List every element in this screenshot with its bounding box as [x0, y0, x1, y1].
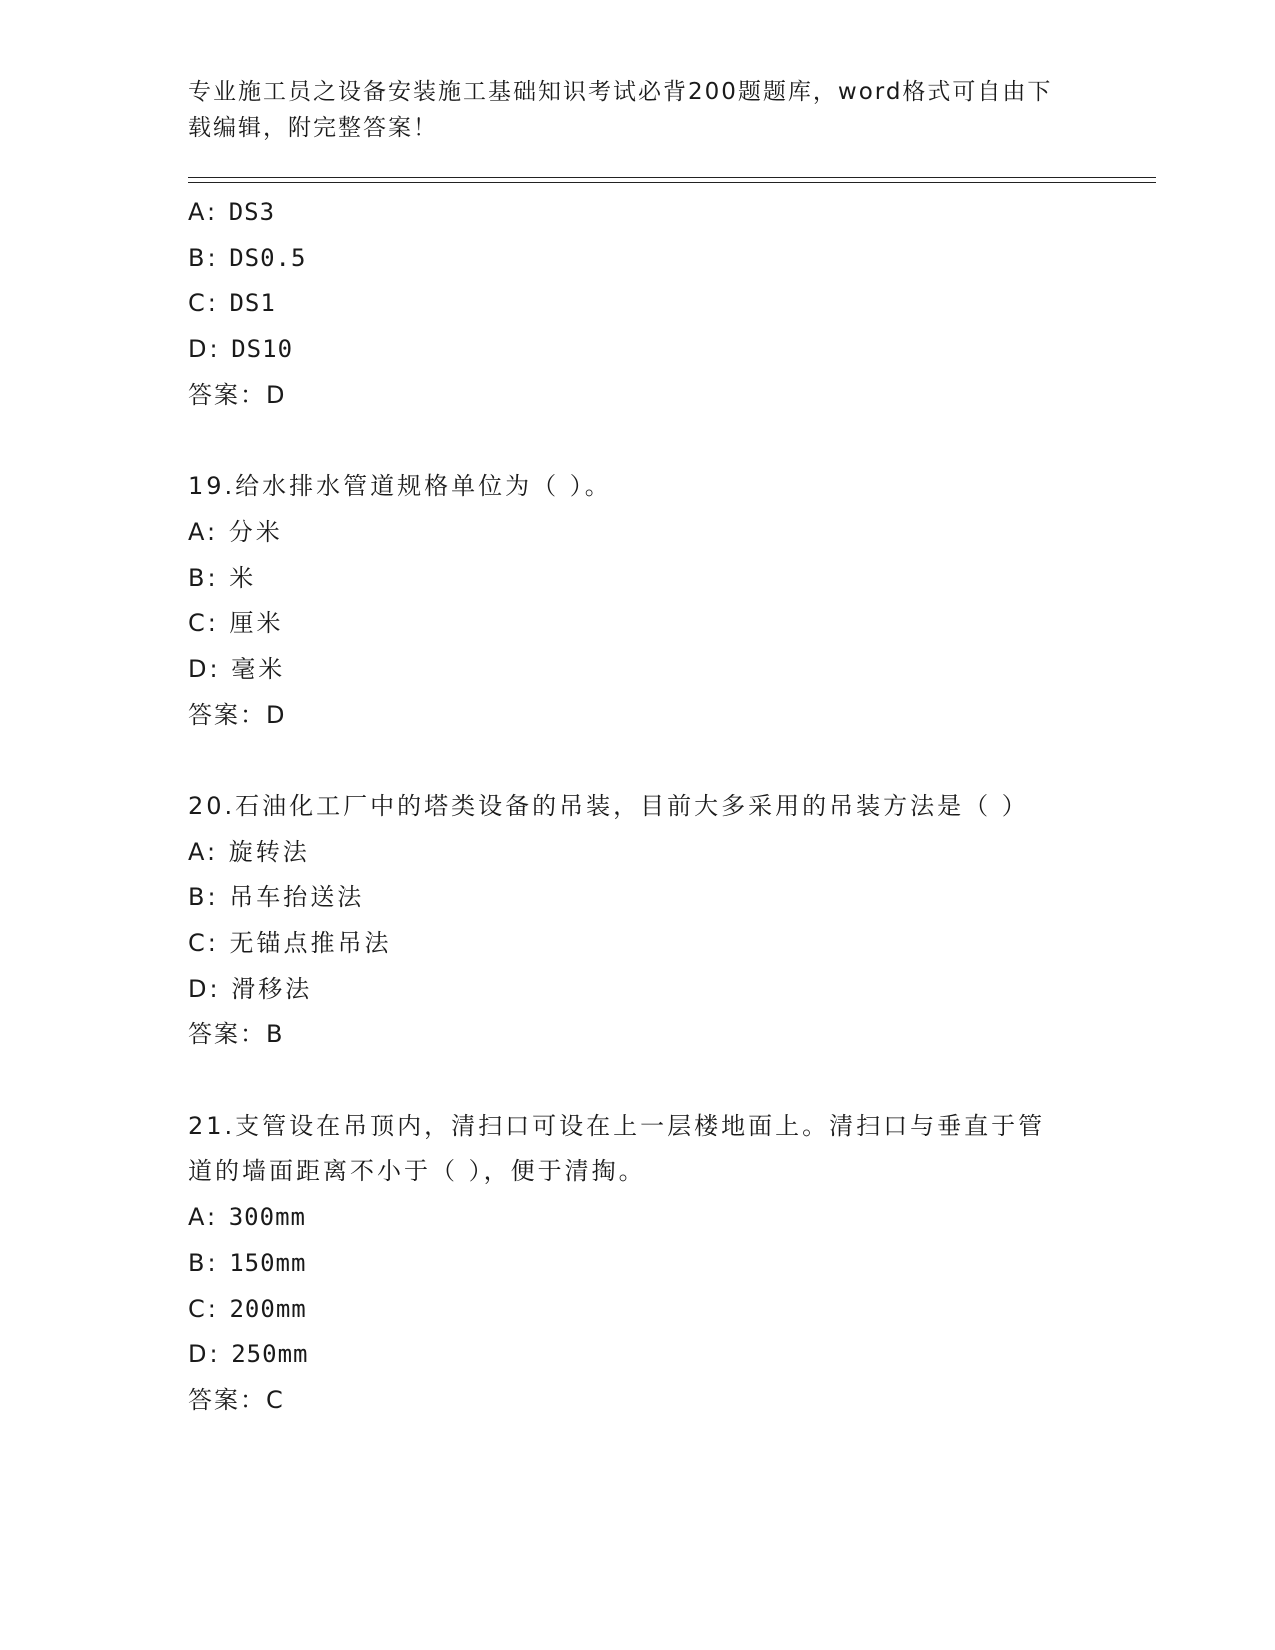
- option-text: DS1: [229, 289, 276, 318]
- option-label: D:: [188, 974, 221, 1003]
- answer-value: D: [266, 380, 287, 409]
- spacer: [188, 418, 1088, 464]
- option-b: [188, 236, 1088, 282]
- option-label: D:: [188, 335, 221, 364]
- answer-line: [188, 373, 1088, 419]
- option-label: C:: [188, 289, 219, 318]
- spacer: [188, 738, 1088, 784]
- answer-line: [188, 693, 1088, 739]
- question-block: [188, 464, 1088, 738]
- option-label: C:: [188, 1294, 219, 1323]
- option-b: [188, 1241, 1088, 1287]
- answer-value: D: [266, 700, 287, 729]
- answer-label: 答案：: [188, 1020, 266, 1049]
- option-a: [188, 190, 1088, 236]
- option-label: B:: [188, 563, 219, 592]
- option-a: [188, 830, 1088, 876]
- option-c: [188, 1287, 1088, 1333]
- option-label: A:: [188, 517, 219, 546]
- answer-value: B: [266, 1020, 285, 1049]
- option-text: 吊车抬送法: [229, 883, 365, 912]
- question-block: [188, 1104, 1088, 1424]
- question-stem: 20.石油化工厂中的塔类设备的吊装，目前大多采用的吊装方法是（ ）: [188, 791, 1029, 820]
- option-a: [188, 510, 1088, 556]
- option-d: [188, 647, 1088, 693]
- option-label: A:: [188, 198, 219, 226]
- answer-label: 答案：: [188, 1385, 266, 1414]
- option-text: DS0.5: [229, 243, 307, 272]
- option-text: 250mm: [231, 1340, 309, 1369]
- answer-label: 答案：: [188, 380, 266, 409]
- option-text: 150mm: [229, 1248, 307, 1277]
- option-label: D:: [188, 1340, 221, 1369]
- answer-line: [188, 1012, 1088, 1058]
- option-c: [188, 281, 1088, 327]
- question-stem: 19.给水排水管道规格单位为（ ）。: [188, 472, 612, 501]
- option-text: 无锚点推吊法: [229, 929, 392, 958]
- option-text: 分米: [228, 517, 283, 546]
- question-block: [188, 190, 1088, 418]
- option-text: 200mm: [229, 1294, 307, 1323]
- option-text: 滑移法: [231, 974, 313, 1003]
- question-stem: 21.支管设在吊顶内，清扫口可设在上一层楼地面上。清扫口与垂直于管道的墙面距离不小于（ ），便于清掏。: [188, 1111, 1046, 1186]
- option-label: D:: [188, 654, 221, 683]
- question-list: [188, 190, 1088, 1424]
- option-text: 厘米: [229, 609, 284, 638]
- option-label: B:: [188, 243, 219, 272]
- option-b: [188, 556, 1088, 602]
- option-d: [188, 327, 1088, 373]
- option-text: 毫米: [231, 654, 286, 683]
- answer-value: C: [266, 1385, 285, 1414]
- option-text: 米: [229, 563, 257, 592]
- answer-label: 答案：: [188, 700, 266, 729]
- option-label: B:: [188, 1248, 219, 1277]
- spacer: [188, 1058, 1088, 1104]
- option-d: [188, 1332, 1088, 1378]
- option-c: [188, 921, 1088, 967]
- option-label: C:: [188, 609, 219, 638]
- option-c: [188, 601, 1088, 647]
- option-label: A:: [188, 1203, 219, 1232]
- header-divider-bottom: [188, 182, 1156, 183]
- option-text: 旋转法: [228, 837, 310, 866]
- option-text: DS10: [231, 335, 294, 364]
- answer-line: [188, 1378, 1088, 1424]
- option-text: DS3: [228, 198, 276, 226]
- option-label: B:: [188, 883, 219, 912]
- document-title: 专业施工员之设备安装施工基础知识考试必背200题题库，word格式可自由下载编辑，附完整答案！: [188, 79, 1053, 141]
- header-divider-top: [188, 177, 1156, 178]
- option-label: C:: [188, 929, 219, 958]
- option-b: [188, 875, 1088, 921]
- option-d: [188, 967, 1088, 1013]
- option-text: 300mm: [228, 1203, 306, 1232]
- option-label: A:: [188, 837, 219, 866]
- question-block: [188, 784, 1088, 1058]
- option-a: [188, 1195, 1088, 1241]
